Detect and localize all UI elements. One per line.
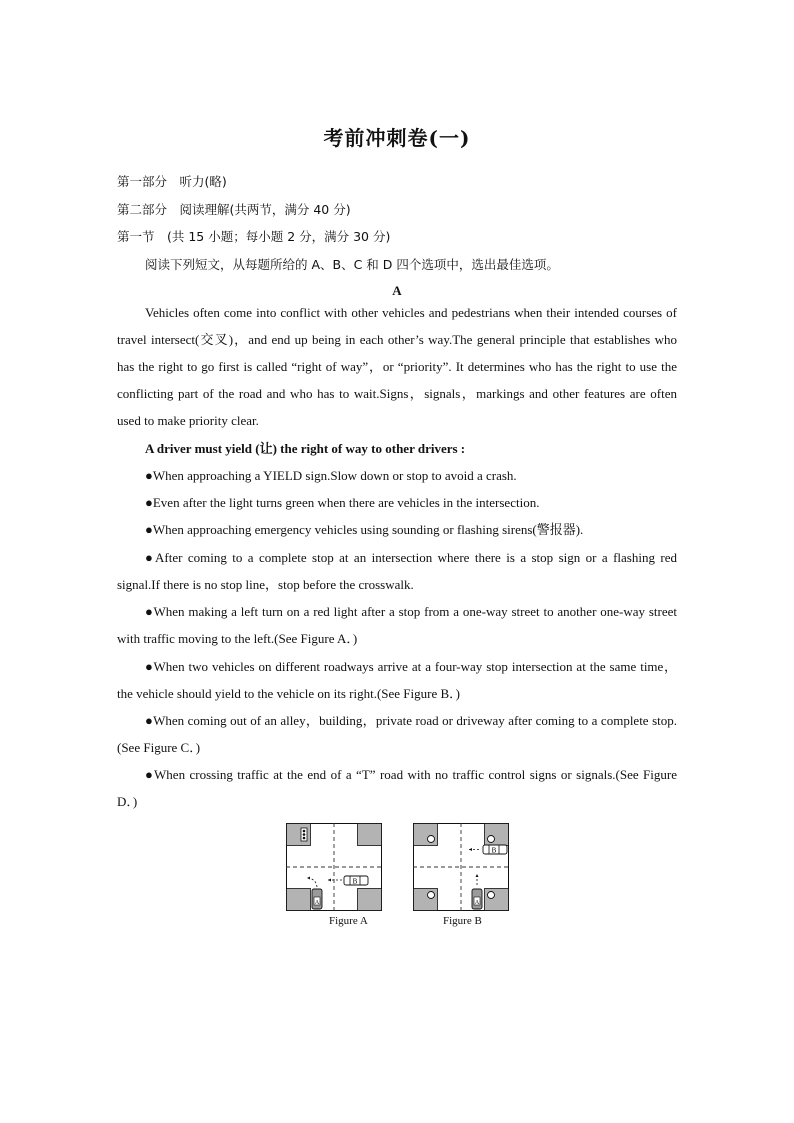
list-item: ●When two vehicles on different roadways arrive at a four-way stop intersection at the same time，the vehicle should yield to the vehicle on its right.(See Figure B．) [117,659,677,701]
list-item: ●After coming to a complete stop at an intersection where there is a stop sign or a flashing red signal.If there is no stop line，stop before the crosswalk. [117,550,677,592]
section-one-heading: 第一节 (共 15 小题；每小题 2 分，满分 30 分) [117,229,391,244]
intro-paragraph: Vehicles often come into conflict with other vehicles and pedestrians when their intended courses of travel intersect(交叉)，and end up being in each other’s way.The general principle that establishes who has the right to go first is called “right of way”，or “priority”. It determines who has the right to use the conflicting part of the road and who has to wait.Signs，signals，markings and other features are often used to make priority clear. [117,305,677,428]
car-b-label: B [352,877,358,886]
figure-a-caption: Figure A [329,915,368,927]
list-item: ●When crossing traffic at the end of a “T” road with no traffic control signs or signals.(See Figure D．) [117,767,677,809]
list-item: ●Even after the light turns green when there are vehicles in the intersection. [145,495,540,510]
list-item: ●When coming out of an alley，building，private road or driveway after coming to a complete stop.(See Figure C．) [117,713,677,755]
figure-b-caption: Figure B [443,915,482,927]
car-b-label: B [491,846,497,855]
list-item: ●When approaching a YIELD sign.Slow down or stop to avoid a crash. [145,468,517,483]
figure-b-diagram [413,823,509,911]
part-one-heading: 第一部分 听力(略) [117,174,227,189]
part-two-heading: 第二部分 阅读理解(共两节，满分 40 分) [117,202,351,217]
yield-heading: A driver must yield (让) the right of way to other drivers : [145,441,466,456]
passage-label: A [392,283,402,298]
list-item: ●When approaching emergency vehicles using sounding or flashing sirens(警报器). [145,522,584,537]
car-a-label: A [314,900,320,906]
page-title: 考前冲刺卷(一) [323,126,471,150]
figure-a-diagram [286,823,382,911]
traffic-light-icon [301,828,307,841]
list-item: ●When making a left turn on a red light after a stop from a one-way street to another one-way street with traffic moving to the left.(See Figure A．) [117,604,677,646]
car-a-label: A [474,900,480,906]
instruction-text: 阅读下列短文，从每题所给的 A、B、C 和 D 四个选项中，选出最佳选项。 [145,257,559,272]
